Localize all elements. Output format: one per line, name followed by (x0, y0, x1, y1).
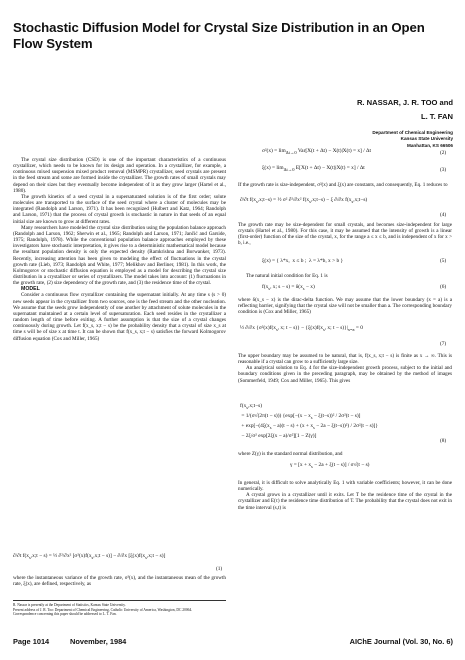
equation-7-number: (7) (440, 341, 447, 347)
p-after-eq4: The growth rate may be size-dependent for small crystals, and becomes size-independent for large crystals (Hartel et al., 1980). For this case, it may be assumed that the intensity of growth is a linear (first-order) function of the size of the crystal, x, for the range a ≤ x ≤ b, and is independent of x for x > b, i.e., (238, 222, 452, 247)
p-general: In general, it is difficult to solve analytically Eq. 1 with variable coefficients; however, it can be done numerically. (238, 480, 452, 493)
footnote-line-3: Correspondence concerning this paper should be addressed to L. T. Fan. (13, 612, 117, 617)
equation-3: $\xi(x) = \lim_{\Delta t\to 0} E[X(t + \Delta t) - X(t)|X(t) = x] / \Delta t$ (262, 165, 365, 173)
equation-3-number: (3) (440, 167, 447, 173)
equation-1: ∂/∂t $f(x_s,x;t - s)$ = ½ ∂²/∂x² $[\sigma^2(x)f(x_s,x;t - s)] - \partial/\partial x$ $[\xi(x)f(x_s,x;t - s)]$ (13, 553, 166, 561)
intro-paragraph-1: The crystal size distribution (CSD) is one of the important characteristics of a continuous crystallizer, which needs to be known for its design and operation. In a crystallizer, for example, a continuous mixed suspension mixed product removal (MSMPR) crystallizer, seed crystals are present in the feed stream and some are formed inside the crystallizer. The growth rates of small crystals may depend on their sizes but they eventually become independent of it as they grow larger (Hartel et al., 1980). (13, 157, 226, 194)
right-text-6 (238, 451, 452, 457)
equation-2: $\sigma^2(x) = \lim_{\Delta t\to 0} Var[X(t + \Delta t) - X(t)|X(t) = x] / \Delta t$ (262, 148, 372, 156)
right-text-5 (238, 353, 452, 384)
equation-2-number: (2) (440, 150, 447, 156)
equation-8: $f(x_s,x;t-s)$ = 1/(σ√(2π(t − s))) {$\exp[-(x - x_s - \xi(t-s))^2 / 2\sigma^2(t - s)]$ + $\exp[-(4\xi(x_s - a)(t - s) + (x + x_s - 2a - \xi(t-s))^2) / 2\sigma^2(t - s)]$} − 2ξ/σ² exp[2ξ(x − a)/σ²][1 − Z(γ)] (240, 403, 378, 440)
affiliation-city: Manhattan, KS 66506 (407, 142, 453, 148)
p-after-eq7: The upper boundary may be assumed to be natural, that is, f(x_s, x;t − s) is finite as x → ∞. This is reasonable if a crystal can grow to a sufficiently large size. (238, 353, 452, 366)
equation-gamma: $\gamma = [x + x_s - 2a + \xi(t - s)] / \sigma√(t - s)$ (290, 462, 370, 470)
right-text-1 (238, 182, 452, 188)
after-eq1-paragraph: where the instantaneous variance of the growth rate, σ²(x), and the instantaneous mean of the growth rate, ξ(x), are defined, respectively, as (13, 575, 226, 588)
affiliation-block (372, 130, 453, 149)
equation-4: ∂/∂t $f(x_s,x;t-s)$ = ½ σ² ∂²/∂x² $f(x_s,x;t-s) - \xi$ ∂/∂x $f(x_s,x;t-s)$ (240, 197, 368, 205)
footer-date: November, 1984 (70, 637, 127, 646)
authors-block (357, 96, 453, 124)
equation-7: ½ ∂/∂x {$\sigma^2(x)f(x_s$, x; $t - s)\} - \{\xi(x)f(x_s$, x; $t - s)\}|_{x=a} = 0$ (240, 325, 363, 333)
equation-8-number: (8) (440, 438, 447, 444)
footer-page: Page 1014 (13, 637, 50, 646)
p-residence: A crystal grows in a crystallizer until it exits. Let T be the residence time of the crystal in the crystallizer and E(τ) the residence time distribution of T. The probability that the crystal does not exit in the time interval (s,t) is (238, 492, 452, 511)
p-z-definition: where Z(γ) is the standard normal distribution, and (238, 451, 343, 457)
right-text-2 (238, 222, 452, 247)
right-text-4 (238, 297, 452, 315)
intro-paragraph-3: Many researchers have modeled the crystal size distribution using the population balance approach (Randolph and Larson, 1962; Sherwin et al., 1965; Randolph and Larson, 1971; Jančić and Garside, 1975; Randolph, 1978). While the conventional population balance approaches employed by these investigators have stochastic interpretation, it gives rise to a deterministic mathematical model because the resultant population density is only the expected density (Ramkrishna and Borwanker, 1973). Recently, increasing attention has been given to modeling the effect of fluctuations in the crystal growth rate (Lieb, 1973; Randolph and White, 1977; Melikhov and Berliner, 1981). In this work, the Kolmogorov or stochastic diffusion equation is employed as a model for describing the crystal size distribution in a crystallizer or series of crystallizers. The model takes into account: (1) fluctuations in the growth rate, (2) size dependency of the growth rate, and (3) the residence time of the crystal. (13, 224, 226, 287)
affiliation-university: Kansas State University (400, 136, 453, 142)
paper-title: Stochastic Diffusion Model for Crystal Size Distribution in an Open Flow System (13, 20, 425, 51)
left-column (13, 157, 226, 342)
right-text-7 (238, 480, 452, 511)
affiliation-dept: Department of Chemical Engineering (372, 130, 453, 135)
intro-paragraph-2: The growth kinetics of a seed crystal in a supersaturated solution is of the first order; solute molecules are transported to the surface of the seed crystal where a cluster of molecules may be integrated (Randolph and Larson, 1971). It has been recognized (Hulbert and Katz, 1964; Randolph and Larson, 1971) that the process of crystal growth is stochastic in nature in that seeds of an equal initial size are known to grow at different rates. (13, 193, 226, 225)
equation-6: $f(x_s$, x; $s - s) = \delta(x_s - x)$ (262, 284, 315, 292)
footnote-line-2: Present address of J. R. Too: Department of Chemical Engineering, Catholic University of America, Washington, DC 20064. (13, 607, 193, 612)
p-analytical: An analytical solution to Eq. 4 for the size-independent growth process, subject to the initial and boundary conditions given in the preceding paragraph, may be obtained by the method of images (Sommerfeld, 1949; Cox and Miller, 1965). This gives (238, 365, 452, 384)
equation-5: ξ(x) = { λ*x, x ≤ b ; λ = λ*b, x > b } (262, 258, 344, 264)
after-eq1-text (13, 575, 226, 587)
right-text-3 (238, 273, 452, 279)
footnote (13, 600, 226, 617)
p-after-eq3: If the growth rate is size-independent, σ²(x) and ξ(x) are constants, and consequently, Eq. 1 reduces to (238, 182, 448, 188)
footnote-line-1: R. Nassar is presently at the Department of Statistics, Kansas State University. (13, 603, 126, 607)
footer-journal: AIChE Journal (Vol. 30, No. 6) (349, 637, 453, 646)
section-heading-model: MODEL (21, 286, 40, 293)
p-initial-condition: The natural initial condition for Eq. 1 is (246, 273, 328, 279)
equation-4-number: (4) (440, 212, 447, 218)
authors-line-2: L. T. FAN (420, 112, 453, 121)
p-after-eq6: where δ(x_s − x) is the dirac-delta function. We may assume that the lower boundary (x = a) is a reflecting barrier, signifying that the crystal size will not be smaller than a. The corresponding boundary condition is (Cox and Miller, 1965) (238, 297, 452, 316)
model-paragraph: Consider a continuous flow crystallizer containing the supernatant initially. At any time s (s > 0) new seeds appear in the crystallizer from two sources, one is the feed stream and the other nucleation. We assume that the seeds grow independently of one another by attachment of solute molecules in the supernatant maintained at a certain level of supersaturation. Each seed resides in the crystallizer a random length of time before exiting. A further assumption is that the size of a crystal changes continuously during growth. Let f(x_s, x;t − s) be the probability density that a crystal of size x_s at time s will be of size x at time t. It can be shown that f(x_s, x;t − s) satisfies the forward Kolmogorov diffusion equation (Cox and Miller, 1965) (13, 292, 226, 342)
authors-line-1: R. NASSAR, J. R. TOO and (356, 98, 453, 107)
equation-5-number: (5) (440, 258, 447, 264)
equation-6-number: (6) (440, 284, 447, 290)
equation-1-number: (1) (216, 566, 223, 572)
